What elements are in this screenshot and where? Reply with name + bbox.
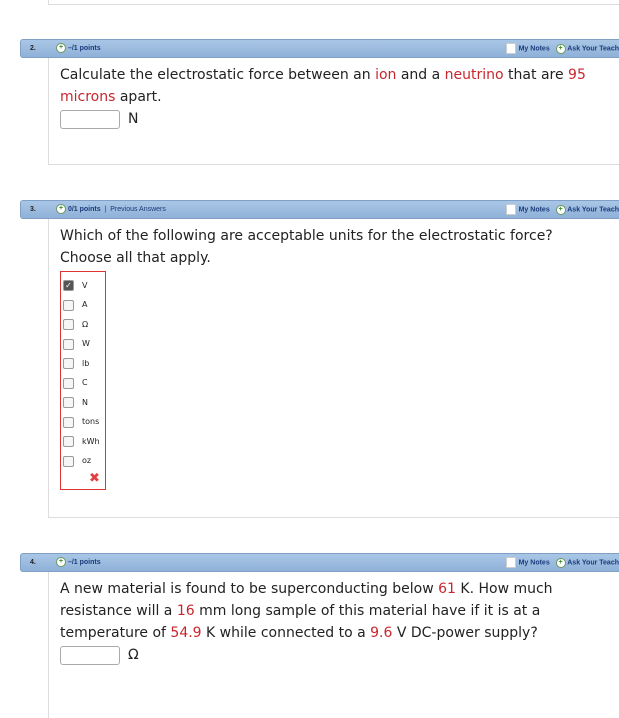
- choice-option[interactable]: [63, 393, 105, 413]
- choice-option[interactable]: [63, 296, 105, 316]
- choice-label: W: [82, 339, 90, 349]
- choice-option[interactable]: [63, 354, 105, 374]
- incorrect-icon: ✖: [89, 471, 100, 486]
- checkbox[interactable]: [63, 397, 74, 408]
- question-number: 4.: [30, 559, 36, 566]
- choice-option[interactable]: [63, 452, 105, 472]
- previous-question-border: [48, 0, 619, 5]
- question-header: 3. + 0/1 points | Previous Answers My Notes + Ask Your Teach: [20, 200, 619, 219]
- checkbox[interactable]: ✓: [63, 280, 74, 291]
- my-notes-link[interactable]: My Notes: [518, 559, 550, 567]
- plus-icon: +: [556, 205, 566, 215]
- choice-option[interactable]: [63, 276, 105, 296]
- choice-option[interactable]: [63, 315, 105, 335]
- notes-icon: [506, 204, 516, 215]
- question-number: 3.: [30, 206, 36, 213]
- question-number: 2.: [30, 45, 36, 52]
- question-3: [20, 200, 619, 518]
- notes-icon: [506, 557, 516, 568]
- expand-icon[interactable]: +: [56, 557, 66, 567]
- checkbox[interactable]: [63, 436, 74, 447]
- plus-icon: +: [556, 44, 566, 54]
- choice-label: Ω: [82, 319, 89, 329]
- choice-label: tons: [82, 417, 100, 427]
- choice-option[interactable]: [63, 335, 105, 355]
- previous-answers-link[interactable]: Previous Answers: [110, 205, 166, 213]
- question-body: [48, 58, 619, 165]
- choice-option[interactable]: [63, 413, 105, 433]
- points: –/1 points: [67, 44, 101, 52]
- checkbox[interactable]: [63, 339, 74, 350]
- ask-teacher-link[interactable]: Ask Your Teach: [567, 206, 619, 214]
- choice-label: N: [82, 397, 88, 407]
- question-text: A new material is found to be superconducting below 61 K. How much resistance will a 16 mm long sample of this material have if it is at a temperature of 54.9 K while connected to a 9.6 V DC-power supply?: [60, 581, 553, 641]
- unit-label: Ω: [128, 647, 139, 663]
- choice-label: kWh: [82, 436, 100, 446]
- choice-label: V: [82, 280, 88, 290]
- choice-label: lb: [82, 358, 90, 368]
- my-notes-link[interactable]: My Notes: [518, 45, 550, 53]
- question-2: [20, 39, 619, 165]
- ask-teacher-link[interactable]: Ask Your Teach: [567, 45, 619, 53]
- checkbox[interactable]: [63, 378, 74, 389]
- answer-input[interactable]: [60, 646, 120, 665]
- question-text: Which of the following are acceptable units for the electrostatic force?: [60, 228, 553, 244]
- checkbox[interactable]: [63, 300, 74, 311]
- answer-input[interactable]: [60, 110, 120, 129]
- choice-label: A: [82, 300, 88, 310]
- question-header: [20, 39, 619, 58]
- question-text: Calculate the electrostatic force between an ion and a neutrino that are 95 microns apart.: [60, 67, 586, 105]
- choice-label: oz: [82, 456, 92, 466]
- choice-label: C: [82, 378, 88, 388]
- checkbox[interactable]: [63, 456, 74, 467]
- question-body: [48, 219, 619, 518]
- question-body: [48, 572, 619, 718]
- checkbox[interactable]: [63, 417, 74, 428]
- instruction-text: Choose all that apply.: [60, 250, 211, 266]
- question-header: [20, 553, 619, 572]
- points: –/1 points: [67, 558, 101, 566]
- question-4: [20, 553, 619, 718]
- points: 0/1 points: [67, 205, 101, 213]
- unit-label: N: [128, 111, 139, 127]
- choices-group: [60, 271, 106, 490]
- choice-option[interactable]: [63, 432, 105, 452]
- notes-icon: [506, 43, 516, 54]
- expand-icon[interactable]: +: [56, 43, 66, 53]
- choice-option[interactable]: [63, 374, 105, 394]
- ask-teacher-link[interactable]: Ask Your Teach: [567, 559, 619, 567]
- checkbox[interactable]: [63, 358, 74, 369]
- plus-icon: +: [556, 558, 566, 568]
- expand-icon[interactable]: +: [56, 204, 66, 214]
- my-notes-link[interactable]: My Notes: [518, 206, 550, 214]
- checkbox[interactable]: [63, 319, 74, 330]
